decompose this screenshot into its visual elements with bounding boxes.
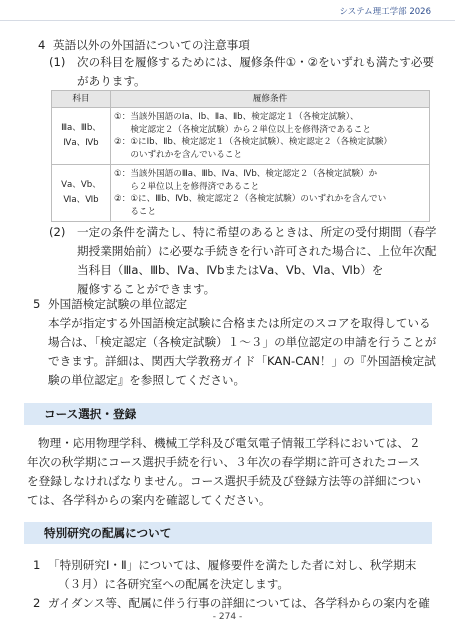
subject-line: Ⅴa、Ⅴb、 (61, 180, 101, 190)
section-header-course (24, 403, 432, 425)
course-paragraph-line: 物理・応用物理学科、機械工学科及び電気電子情報工学科においては、２ (38, 436, 421, 450)
subitem-1-line: 次の科目を履修するためには、履修条件①・②をいずれも満たす必要 (77, 55, 435, 69)
subject-cell (52, 108, 111, 165)
subject-cell (52, 165, 111, 222)
section-header-research (24, 522, 432, 544)
subitem-2-line: 一定の条件を満たし、特に希望のあるときは、所定の受付期間（春学 (77, 225, 437, 239)
item-5-line: できます。詳細は、関西大学教務ガイド「KAN-CAN！」の『外国語検定試 (48, 354, 436, 368)
item-5-number: 5 (33, 297, 41, 311)
subject-line: Ⅳa、Ⅳb (63, 138, 99, 148)
item-4-number: 4 (38, 38, 46, 52)
subitem-2-line: 当科目（Ⅲa、Ⅲb、Ⅳa、ⅣbまたはⅤa、Ⅴb、Ⅵa、Ⅵb）を (77, 263, 384, 277)
course-paragraph-line: 年次の秋学期にコース選択手続を行い、３年次の春学期に許可されたコース (27, 455, 421, 469)
header-subject: 科目 (52, 91, 111, 108)
course-conditions-table (51, 90, 430, 222)
condition-text (130, 111, 426, 136)
table-row (52, 165, 430, 222)
item-5-line: 場合は、「検定認定（各検定試験）１～３」の単位認定の申請を行うことが (48, 335, 437, 349)
subject-line: Ⅵa、Ⅵb (63, 195, 99, 205)
subitem-2-line: 履修することができます。 (77, 282, 216, 296)
section-title-course: コース選択・登録 (44, 407, 137, 421)
course-paragraph-line: ては、各学科からの案内を確認してください。 (27, 493, 271, 507)
section-title-research: 特別研究の配属について (44, 526, 172, 540)
condition-item (114, 136, 426, 161)
course-paragraph-line: を登録しなければなりません。コース選択手続及び登録方法等の詳細につい (27, 474, 422, 488)
table-header-row (52, 91, 430, 108)
subject-line: Ⅲa、Ⅲb、 (61, 123, 101, 133)
research-item-number: 2 (33, 596, 41, 610)
research-item-number: 1 (33, 558, 41, 572)
condition-text (130, 193, 426, 218)
condition-line: 当該外国語のⅢa、Ⅲb、Ⅳa、Ⅳb、検定認定２（各検定試験）か (130, 169, 378, 179)
item-4-title: 英語以外の外国語についての注意事項 (53, 38, 250, 52)
condition-number: ①： (114, 112, 131, 122)
item-5-line: 験の単位認定』を参照してください。 (48, 373, 246, 387)
header-conditions: 履修条件 (111, 91, 430, 108)
condition-line: ら２単位以上を修得済であること (130, 181, 260, 192)
condition-number: ②： (114, 137, 131, 147)
condition-item (114, 193, 426, 218)
page-number: - 274 - (212, 612, 243, 622)
item-5-title: 外国語検定試験の単位認定 (48, 297, 188, 311)
subitem-1-line: があります。 (77, 74, 146, 88)
research-item-line: ガイダンス等、配属に伴う行事の詳細については、各学科からの案内を確 (48, 596, 430, 610)
header-rule (0, 20, 455, 21)
condition-line: ①にⅠb、Ⅱb、検定認定１（各検定試験）、検定認定２（各検定試験） (130, 137, 393, 147)
condition-line: ること (130, 206, 157, 217)
running-header: システム理工学部 2026 (339, 7, 431, 17)
conditions-cell (111, 165, 430, 222)
item-5-line: 本学が指定する外国語検定試験に合格または所定のスコアを取得している (48, 316, 431, 330)
condition-item (114, 168, 426, 193)
condition-text (130, 168, 426, 193)
research-item-line: 「特別研究Ⅰ・Ⅱ」については、履修要件を満たした者に対し、秋学期末 (48, 558, 417, 572)
condition-item (114, 111, 426, 136)
condition-line: 検定認定２（各検定試験）から２単位以上を修得済であること (130, 124, 371, 135)
condition-line: ①に、Ⅲb、Ⅳb、検定認定２（各検定試験）のいずれかを含んでい (130, 194, 387, 204)
subitem-2-line: 期授業開始前）に必要な手続きを行い許可された場合に、上位年次配 (77, 244, 437, 258)
subitem-2-number: (2) (49, 225, 66, 239)
condition-number: ①： (114, 169, 131, 179)
condition-text (130, 136, 426, 161)
table-row (52, 108, 430, 165)
subitem-1-number: (1) (49, 55, 66, 69)
condition-number: ②： (114, 194, 131, 204)
research-item-line: （３月）に各研究室への配属を決定します。 (58, 577, 289, 591)
condition-line: のいずれかを含んでいること (130, 149, 243, 160)
condition-line: 当該外国語のⅠa、Ⅰb、Ⅱa、Ⅱb、検定認定１（各検定試験）、 (130, 112, 359, 122)
conditions-cell (111, 108, 430, 165)
